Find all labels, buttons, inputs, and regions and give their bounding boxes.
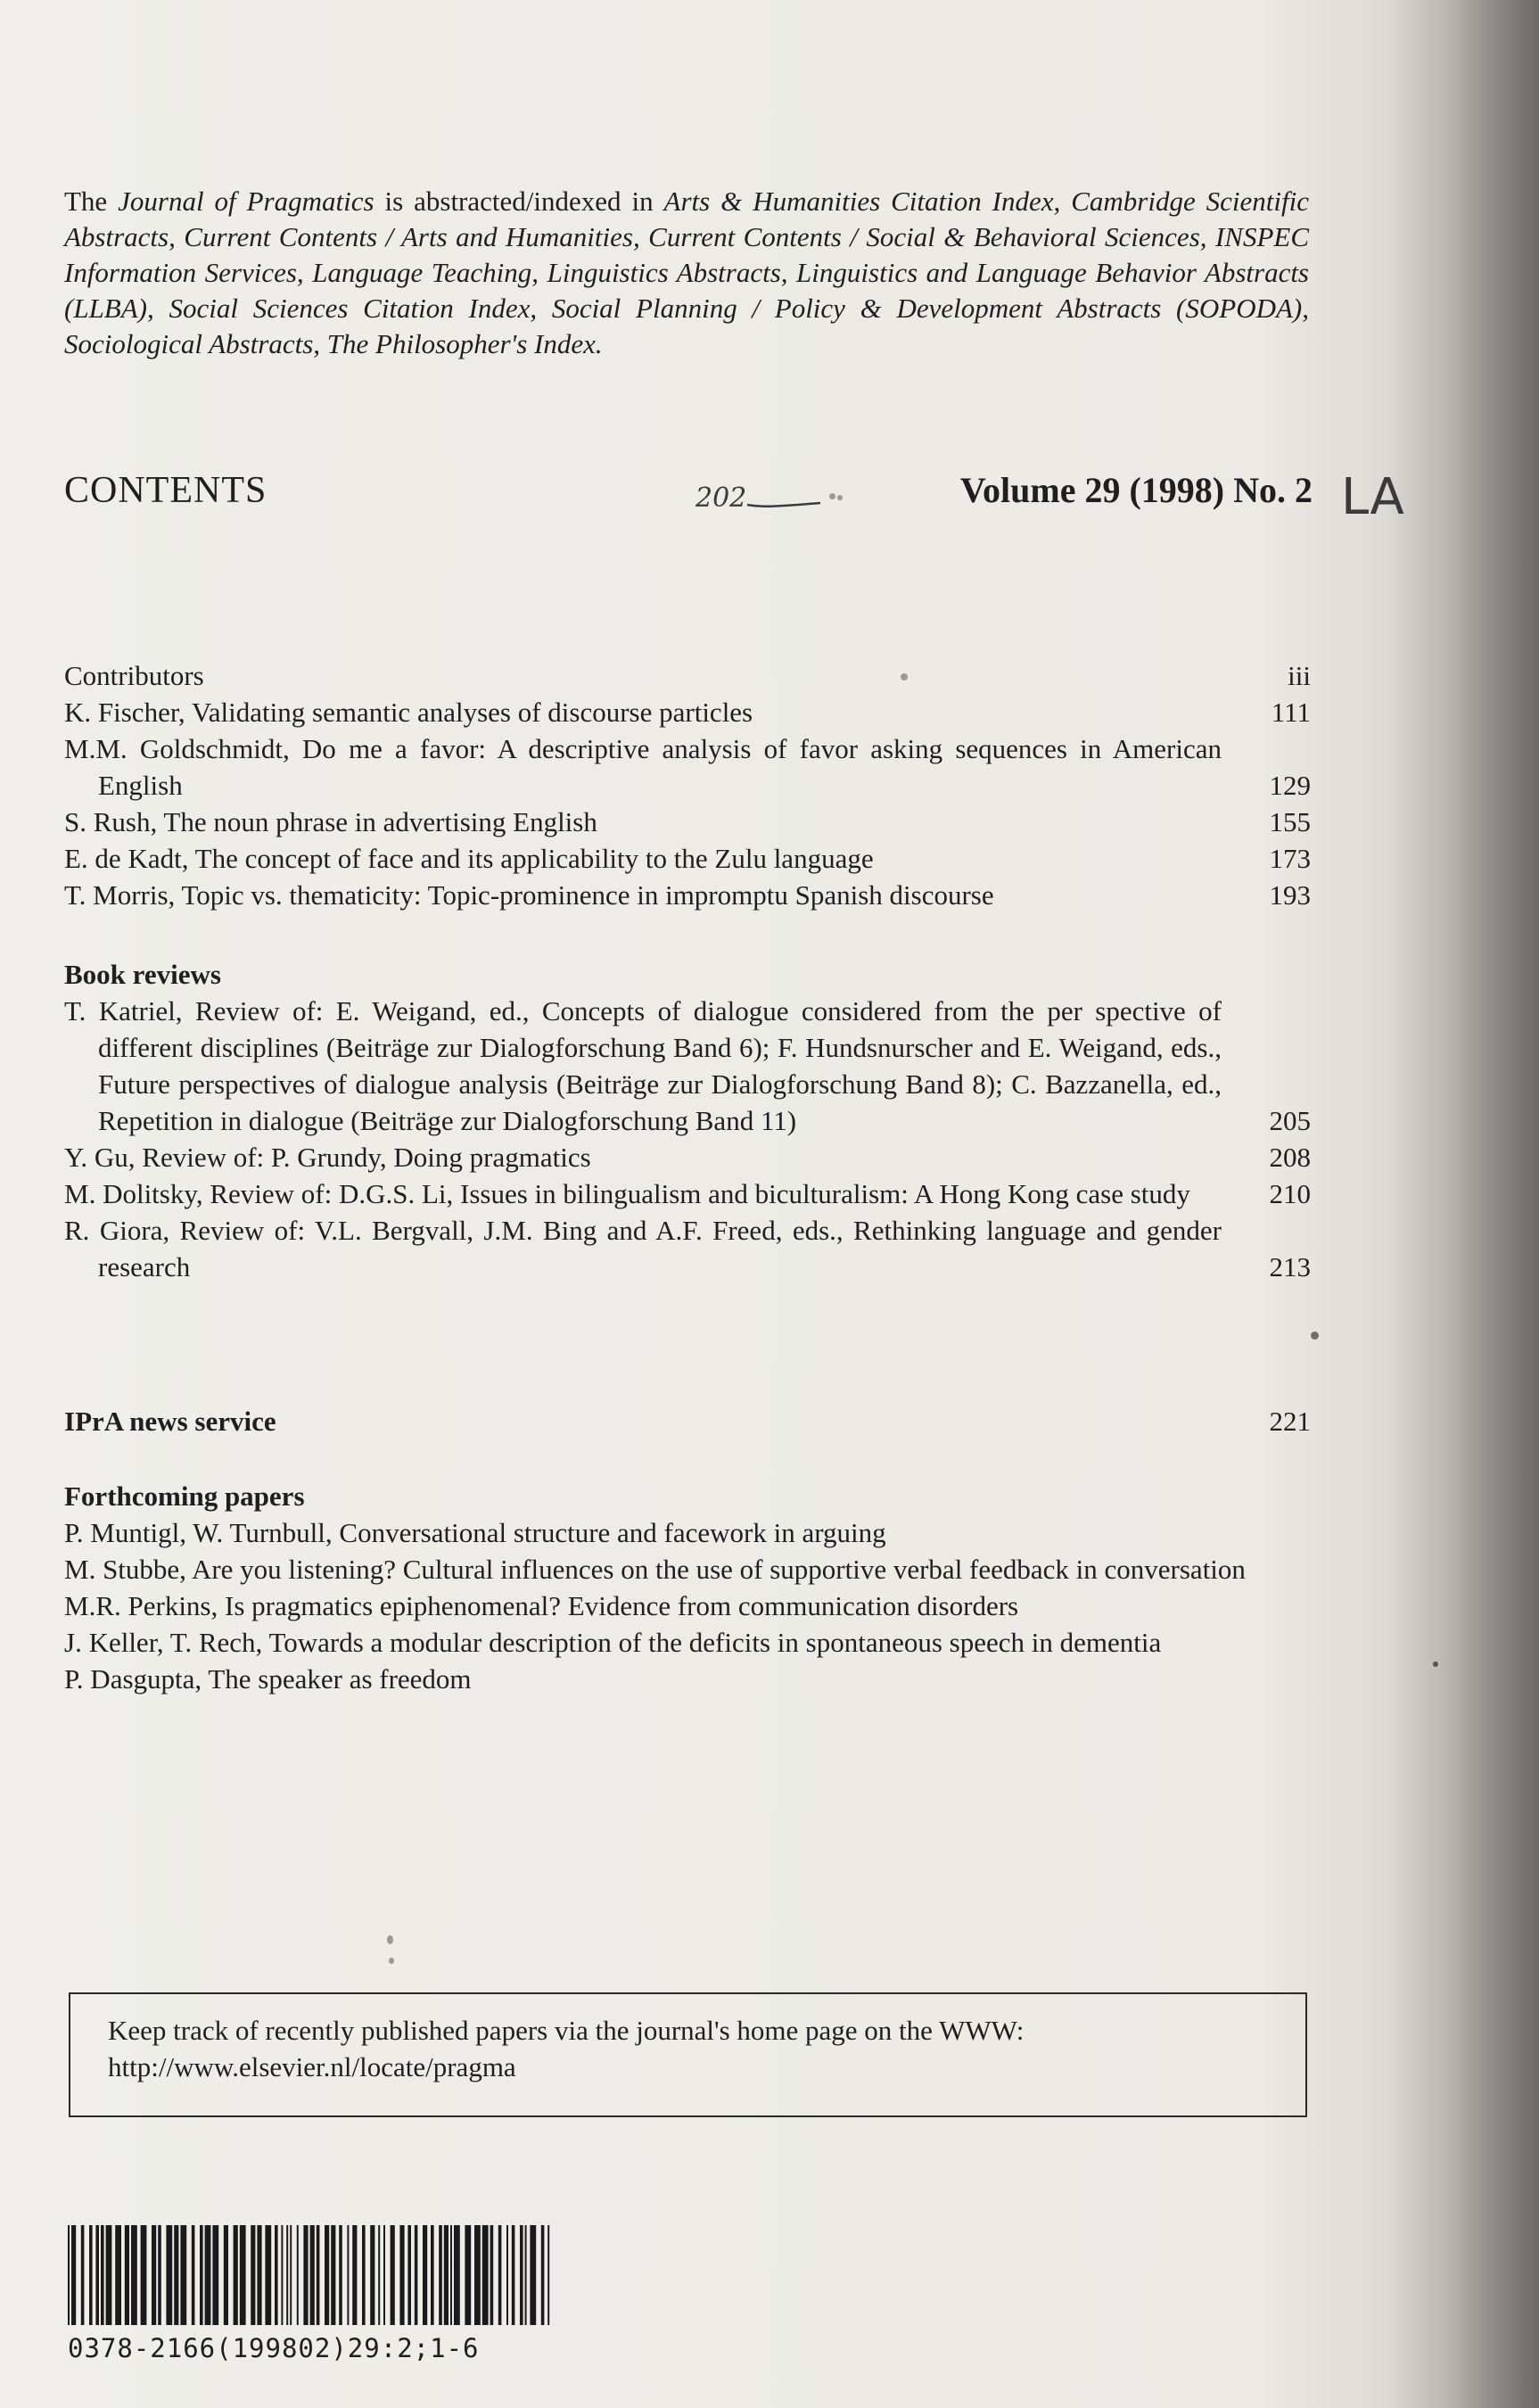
barcode-bar <box>512 2225 515 2325</box>
review-entry <box>64 993 1311 1139</box>
barcode-bar <box>158 2225 161 2325</box>
barcode-bar <box>407 2225 411 2325</box>
barcode-bar <box>131 2225 137 2325</box>
toc-entry-title: S. Rush, The noun phrase in advertising English <box>64 806 597 837</box>
barcode-bar <box>431 2225 434 2325</box>
barcode-bar <box>281 2225 283 2325</box>
barcode-bar <box>450 2225 452 2325</box>
toc-entry <box>64 694 1311 730</box>
toc-entry-page: 173 <box>1269 843 1311 874</box>
review-entry <box>64 1139 1311 1175</box>
paper-speck <box>1433 1662 1438 1667</box>
barcode-bar <box>352 2225 357 2325</box>
review-entry-page: 210 <box>1269 1178 1311 1209</box>
ipra-section <box>64 1403 1311 1439</box>
paper-speck <box>901 673 908 680</box>
barcode-bar <box>506 2225 508 2325</box>
barcode-bar <box>257 2225 261 2325</box>
forthcoming-item <box>64 1661 1311 1697</box>
indexing-note-mid: is abstracted/indexed in <box>384 186 654 217</box>
barcode-bar <box>383 2225 385 2325</box>
toc-entry-title: K. Fischer, Validating semantic analyses of discourse particles <box>64 697 753 728</box>
toc-entry-page: 129 <box>1269 770 1311 801</box>
journal-name: Journal of Pragmatics <box>118 186 374 217</box>
barcode-bar <box>325 2225 329 2325</box>
handwritten-initials-text: LA <box>1341 468 1404 526</box>
barcode-bar <box>454 2225 460 2325</box>
forthcoming-item-text: M.R. Perkins, Is pragmatics epiphenomenal? Evidence from communication disorders <box>64 1590 1019 1621</box>
paper-speck <box>387 1935 393 1944</box>
volume-info: Volume 29 (1998) No. 2 <box>959 470 1313 510</box>
barcode-bar <box>101 2225 104 2325</box>
forthcoming-heading: Forthcoming papers <box>64 1480 305 1512</box>
barcode-bar <box>399 2225 404 2325</box>
forthcoming-item <box>64 1587 1311 1624</box>
barcode-bar <box>520 2225 523 2325</box>
barcode-bar <box>192 2225 195 2325</box>
barcode-bar <box>286 2225 288 2325</box>
barcode-bar <box>141 2225 147 2325</box>
website-url-link[interactable]: http://www.elsevier.nl/locate/pragma <box>108 2051 516 2082</box>
forthcoming-item-text: P. Dasgupta, The speaker as freedom <box>64 1663 472 1695</box>
book-reviews-section <box>64 956 1311 1285</box>
barcode-bar <box>205 2225 211 2325</box>
barcode-bar <box>240 2225 246 2325</box>
barcode-bar <box>212 2225 218 2325</box>
forthcoming-section <box>64 1478 1311 1697</box>
barcode-bar <box>166 2225 172 2325</box>
barcode-bar <box>391 2225 395 2325</box>
indexing-services: Arts & Humanities Citation Index, Cambridge Scientific Abstracts, Current Contents / Arts and Humanities, Current Contents / Social & Behavioral Sciences, INSPEC Information Services, Language Teaching, Linguistics Abstracts, Linguistics and Language Behavior Abstracts (LLBA), Social Sciences Citation Index, Social Planning / Policy & Development Abstracts (SOPODA), Sociological Abstracts, The Philosopher's Index. <box>64 186 1310 359</box>
handwritten-number <box>695 469 909 523</box>
barcode-bar <box>490 2225 494 2325</box>
barcode-bar <box>423 2225 427 2325</box>
barcode-bar <box>265 2225 271 2325</box>
toc-entry-page: 193 <box>1269 879 1311 911</box>
barcode-bar <box>290 2225 292 2325</box>
paper-speck <box>1311 1332 1319 1340</box>
barcode-bar <box>378 2225 380 2325</box>
barcode-bar <box>152 2225 156 2325</box>
forthcoming-item-text: J. Keller, T. Rech, Towards a modular description of the deficits in spontaneous speech in dementia <box>64 1627 1162 1658</box>
barcode-bar <box>370 2225 374 2325</box>
forthcoming-item <box>64 1551 1311 1587</box>
toc-entry-page: 155 <box>1269 806 1311 837</box>
barcode-bar <box>68 2225 70 2325</box>
toc-entry-title: E. de Kadt, The concept of face and its applicability to the Zulu language <box>64 843 874 874</box>
toc-entry-title: Contributors <box>64 660 204 691</box>
review-entry-page: 208 <box>1269 1142 1311 1173</box>
toc-entry <box>64 657 1311 694</box>
review-entry-page: 205 <box>1269 1105 1311 1136</box>
barcode-bar <box>174 2225 178 2325</box>
indexing-note-lead: The <box>64 186 108 217</box>
barcode-bar <box>180 2225 186 2325</box>
barcode-bar <box>125 2225 129 2325</box>
toc-entry <box>64 877 1311 913</box>
barcode-bar <box>224 2225 228 2325</box>
forthcoming-item <box>64 1514 1311 1551</box>
barcode <box>68 2225 555 2325</box>
articles-list <box>64 657 1311 913</box>
barcode-bar <box>525 2225 527 2325</box>
barcode-bar <box>530 2225 536 2325</box>
barcode-bar <box>106 2225 112 2325</box>
review-entry-title: M. Dolitsky, Review of: D.G.S. Li, Issues in bilingualism and biculturalism: A Hong Kong case study <box>64 1178 1190 1209</box>
handwritten-initials <box>1337 464 1444 526</box>
barcode-bar <box>115 2225 121 2325</box>
ipra-heading: IPrA news service <box>64 1406 276 1437</box>
handwritten-number-text: 202 <box>695 482 747 514</box>
website-notice-text: Keep track of recently published papers via the journal's home page on the WWW: <box>108 2015 1025 2046</box>
barcode-bar <box>439 2225 442 2325</box>
forthcoming-item <box>64 1624 1311 1661</box>
toc-entry-page: 111 <box>1271 697 1311 728</box>
barcode-bar <box>251 2225 255 2325</box>
contents-header <box>64 469 1313 523</box>
barcode-bar <box>339 2225 342 2325</box>
review-entry <box>64 1212 1311 1285</box>
paper-speck <box>389 1958 394 1964</box>
book-reviews-heading: Book reviews <box>64 959 221 990</box>
barcode-bar <box>474 2225 481 2325</box>
review-entry-title: R. Giora, Review of: V.L. Bergvall, J.M. Bing and A.F. Freed, eds., Rethinking language and gender research <box>64 1215 1222 1282</box>
barcode-bar <box>415 2225 418 2325</box>
contents-title: CONTENTS <box>64 470 267 511</box>
indexing-note <box>64 184 1309 362</box>
barcode-bar <box>234 2225 238 2325</box>
toc-entry <box>64 840 1311 877</box>
barcode-bar <box>444 2225 449 2325</box>
review-entry <box>64 1175 1311 1212</box>
barcode-code: 0378-2166(199802)29:2;1-6 <box>68 2333 480 2363</box>
barcode-bar <box>317 2225 320 2325</box>
barcode-bar <box>347 2225 349 2325</box>
barcode-bar <box>89 2225 93 2325</box>
barcode-bar <box>547 2225 549 2325</box>
barcode-bar <box>275 2225 278 2325</box>
forthcoming-item-text: M. Stubbe, Are you listening? Cultural influences on the use of supportive verbal feedback in conversation <box>64 1554 1246 1585</box>
forthcoming-item-text: P. Muntigl, W. Turnbull, Conversational structure and facework in arguing <box>64 1517 886 1548</box>
toc-entry <box>64 730 1311 804</box>
toc-entry-page: iii <box>1288 660 1311 691</box>
barcode-bar <box>541 2225 545 2325</box>
barcode-bar <box>95 2225 99 2325</box>
barcode-bar <box>303 2225 308 2325</box>
toc-entry-title: T. Morris, Topic vs. thematicity: Topic-prominence in impromptu Spanish discourse <box>64 879 994 911</box>
paper-speck <box>829 493 835 499</box>
barcode-bar <box>71 2225 76 2325</box>
ipra-entry <box>64 1403 1311 1439</box>
barcode-bar <box>482 2225 489 2325</box>
barcode-bar <box>310 2225 315 2325</box>
review-entry-title: T. Katriel, Review of: E. Weigand, ed., Concepts of dialogue considered from the per spective of different disciplines (Beiträge zur Dialogforschung Band 6); F. Hundsnurscher and E. Weigand, eds., Future perspectives of dialogue analysis (Beiträge zur Dialogforschung Band 8); C. Bazzanella, ed., Repetition in dialogue (Beiträge zur Dialogforschung Band 11) <box>64 995 1222 1136</box>
barcode-bar <box>331 2225 335 2325</box>
ipra-page: 221 <box>1269 1406 1311 1437</box>
barcode-bar <box>81 2225 85 2325</box>
review-entry-title: Y. Gu, Review of: P. Grundy, Doing pragmatics <box>64 1142 591 1173</box>
toc-entry-title: M.M. Goldschmidt, Do me a favor: A descriptive analysis of favor asking sequences in American English <box>64 733 1222 801</box>
barcode-bar <box>297 2225 299 2325</box>
website-notice-box <box>69 1992 1307 2117</box>
barcode-bar <box>498 2225 502 2325</box>
barcode-bar <box>200 2225 203 2325</box>
barcode-bar <box>465 2225 471 2325</box>
toc-entry <box>64 804 1311 840</box>
review-entry-page: 213 <box>1269 1251 1311 1282</box>
barcode-bar <box>362 2225 366 2325</box>
